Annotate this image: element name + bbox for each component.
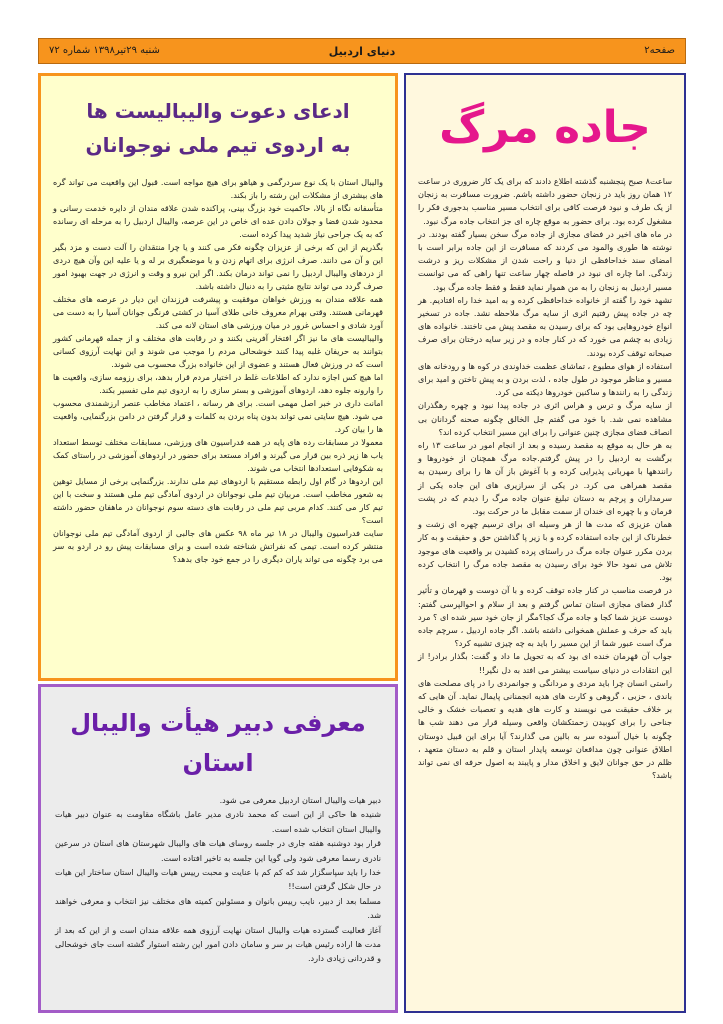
paragraph: قرار بود دوشنبه هفته جاری در جلسه روسای هیات های والیبال شهرستان های استان در سرعین نادری رسما معرفی شود ولی گویا این جلسه به تاخیر افتاده است.	[55, 838, 381, 863]
paragraph: در ماه های اخیر در فضای مجازی از جاده مرگ سخن بسیار گفته بودند. در نوشته ها طوری والمود می کردند که مسافرت از این جاده برابر است با امضای سند خداحافظی از دنیا و راحت شدن از مشکلات ریز و درشت زندگی. اما چاره ای نبود در فاصله چهار ساعت تنها راهی که می توانست مسیر اردبیل به زنجان را به من هموار نماید فقط و فقط جاده مرگ بود.	[418, 228, 672, 292]
paragraph: والیبال استان با یک نوع سردرگمی و هیاهو برای هیچ مواجه است. قبول این واقعیت می تواند گره های بیشتری از مشکلات این رشته را باز بکند.	[53, 177, 383, 200]
paragraph: همان عزیزی که مدت ها از هر وسیله ای برای ترسیم چهره ای زشت و خطرناک از این جاده استفاده کرده و با زیر پا گذاشتن حق و حقیقت و به کار بردن مکرر عنوان جاده مرگ در راستای پرده کشیدن بر واقعیت های موجود تلاش می نمود حالا خود برای رسیدن به مقصد جاده مرگ را انتخاب کرده بود.	[418, 519, 672, 583]
paragraph: معمولا در مسابقات رده های پایه در همه فدراسیون های ورزشی، مسابقات مختلف توسط استعداد یاب ها زیر ذره بین قرار می گیرند و افراد مستعد برای حضور در اردوهای آموزشی در راستای کمک به شکوفایی استعدادها انتخاب می شوند.	[53, 437, 383, 473]
volleyball-headline-line1: ادعای دعوت والیبالیست ها	[86, 99, 350, 123]
issue-date: شنبه ۲۹تیر۱۳۹۸ شماره ۷۲	[49, 45, 160, 56]
paragraph: بگذریم از این که برخی از عزیزان چگونه فکر می کنند و یا چرا منتقدان را آلت دست و مزد بگیر این و آن می دانند. صرف انرژی برای اتهام زدن و یا موضعگیری بر له و یا علیه این وآن هیچ دردی از دردهای والیبال اردبیل را نمی تواند درمان بکند. اگر این نیرو و وقت و انرژی در جهت بهبود امور صرف گردد می تواند نتایج مثبتی را به دنبال داشته باشد.	[53, 242, 383, 291]
secretary-body	[55, 793, 381, 966]
paragraph: به هر حال به موقع به مقصد رسیده و بعد از انجام امور در ساعت ۱۳ راه برگشت به اردبیل را در پیش گرفتم.جاده مرگ همچنان از خودروها و رانندهها با مهربانی پذیرایی کرده و با آغوش باز آن ها را برای رسیدن به مقصد همراهی می کرد. در یکی از سرازیری های این جاده یکی از سرمداران و پرچم به دستان تبلیغ عنوان جاده مرگ را دیدم که در پشت فرمان و با چهره ای خندان از سمت مقابل ما در حرکت بود.	[418, 440, 672, 517]
secretary-article	[38, 684, 398, 1013]
volleyball-headline-line2: به اردوی تیم ملی نوجوانان	[85, 133, 351, 157]
paragraph: شنیده ها حاکی از این است که محمد نادری مدیر عامل باشگاه مقاومت به عنوان دبیر هیات والیبال استان انتخاب شده است.	[55, 809, 381, 834]
publication-title: دنیای اردبیل	[328, 45, 396, 58]
page-header	[38, 38, 686, 64]
volleyball-article	[38, 73, 398, 681]
death-road-article	[404, 73, 686, 1013]
paragraph: اما هیچ کس اجازه ندارد که اطلاعات غلط در اختیار مردم قرار بدهد، برای رزومه سازی، واقعیت ها را وارونه جلوه دهد، اردوهای آموزشی و بستر سازی را به اردوی تیم ملی تفسیر بکند.	[53, 372, 383, 395]
paragraph: تشهد خود را گفته از خانواده خداحافظی کرده و به امید خدا راه افتادیم. هر چه در جاده پیش رفتیم اثری از سایه مرگ ملاحظه نشد. جاده در تسخیر انواع خودروهایی بود که برای رسیدن به مقصد پیش می تاختند. خانواده های زیادی به چشم می خورد که در کنار جاده و در زیر سایه درختان برای صرف صبحانه توقف کرده بودند.	[418, 294, 672, 358]
volleyball-headline	[53, 94, 383, 162]
paragraph: جواب آن قهرمان خنده ای بود که به تحویل ما داد و گفت: بگذار برادر! از این انتقادات در دنیای سیاست بیشتر می افتد به دل نگیر!!	[418, 651, 672, 675]
paragraph: ساعت۸ صبح پنجشنبه گذشته اطلاع دادند که برای یک کار ضروری در ساعت ۱۲ همان روز باید در زنجان حضور داشته باشم. ضرورت مسافرت به زنجان از یک طرف و نبود فرصت کافی برای انتخاب مسیر مناسب بدجوری فکر را مشغول کرده بود. برای حضور به موقع چاره ای جز انتخاب جاده مرگ نبود.	[418, 176, 672, 226]
paragraph: آغاز فعالیت گسترده هیات والیبال استان نهایت آرزوی همه علاقه مندان است و از این که بعد از مدت ها اراده رئیس هیات بر سر و سامان دادن امور این رشته استوار گشته است جای خوشحالی و قدردانی زیادی دارد.	[55, 924, 381, 964]
paragraph: این اردوها در گام اول رابطه مستقیم با اردوهای تیم ملی ندارند. بزرگنمایی برخی از مسایل توهین به شعور مخاطب است. مربیان تیم ملی نوجوانان در اردوی آمادگی تیم ملی هستند و سخت با این تیم کار می کنند. کدام مربی تیم ملی در رقابت های دسته سوم نوجوانان در ماهفان حضور داشته است؟	[53, 476, 383, 525]
paragraph: همه علاقه مندان به ورزش خواهان موفقیت و پیشرفت فرزندان این دیار در عرصه های مختلف قهرمانی هستند. وقتی بهرام معروف خانی طلای آسیا در کشتی فرنگی جوانان آسیا را به دست می آورد شادی و احساس غرور در میان ورزشی های استان لانه می کند.	[53, 294, 383, 330]
paragraph: خدا را باید سپاسگزار شد که کم کم با عنایت و محبت رییس هیات والیبال استان ساختار این هیات در حال شکل گرفتن است!!	[55, 867, 381, 892]
paragraph: مسلما بعد از دبیر، نایب رییس بانوان و مسئولین کمیته های مختلف نیز انتخاب و معرفی خواهند شد.	[55, 895, 381, 921]
death-road-body	[418, 175, 672, 782]
paragraph: سایت فدراسیون والیبال در ۱۸ تیر ماه ۹۸ عکس های جالبی از اردوی آمادگی تیم ملی نوجوانان منتشر کرده است. تیمی که نفراتش شناخته شده است و برای مسابقات پیش رو در اردو به سر می برد چگونه می تواند یاران دیگری را در جمع خود جای بدهد؟	[53, 528, 384, 564]
paragraph: والیبالیست های ما نیز اگر افتخار آفرینی بکنند و در رقابت های مختلف و از جمله قهرمانی کشور بتوانند به حریفان غلبه پیدا کنند خوشحالی مردم را موجب می شوند و این نهایت آرزوی کسانی است که در ورزش فعال هستند و عضوی از این خانواده بزرگ محسوب می شوند.	[53, 333, 383, 369]
paragraph: استفاده از هوای مطبوع ، تماشای عظمت خداوندی در کوه ها و رودخانه های مسیر و مناظر موجود در طول جاده ، لذت بردن و به پیش تاختن و امید برای زندگی را به رانندها و ساکنین خودروها دیکته می کرد.	[418, 360, 672, 398]
paragraph: متأسفانه نگاه از بالا، حاکمیت خود بزرگ بینی، پراکنده شدن علاقه مندان از دایره خدمت رسانی و محدود شدن فضا و جولان دادن عده ای خاص در این عرصه، والیبال اردبیل را به مرحله ای رسانده که به یک جراحی نیاز شدید پیدا کرده است.	[53, 203, 383, 239]
paragraph: در فرصت مناسب در کنار جاده توقف کرده و با آن دوست و قهرمان و تأثیر گذار فضای مجازی استان تماس گرفتم و بعد از سلام و احوالپرسی گفتم: دوست عزیز شما کجا و جاده مرگ کجا؟مگر از جان خود سیر شده ای ؟ مرد باید که حرف و عملش همخوانی داشته باشد. اگر جاده اردبیل ، سرچم جاده مرگ است عبور شما از این مسیر را باید به چه چیزی تشبیه کرد؟	[418, 585, 672, 649]
paragraph: دبیر هیات والیبال استان اردبیل معرفی می شود.	[219, 795, 381, 805]
paragraph: از سایه مرگ و ترس و هراس اثری در جاده پیدا نبود و چهره رهگذران مشاهده نمی شد. با خود می گفتم جل الخالق چگونه صحنه گردانان بی انصاف فضای مجازی چنین عنوانی را برای این مسیر انتخاب کرده اند؟	[418, 400, 672, 437]
paragraph: امانت داری در خبر اصل مهمی است. برای هر رسانه ، اعتماد مخاطب عنصر ارزشمندی محسوب می شود. هیچ سایتی نمی تواند بدون پناه بردن به کلمات و قرار گرفتن در دامن بزرگنمایی، واقعیت ها را بیان کرد.	[53, 398, 383, 434]
paragraph: راستی انسان چرا باید مردی و مردانگی و جوانمردی را در پای مصلحت های باندی ، حزبی ، گروهی و کارت های هدیه انجمنانی پایمال نماید. آن هایی که بر خلاف حقیقت می نویسند و کارت های هدیه و تعصبات خشک و خالی جناحی را برای کوبیدن زحمتکشان واقعی وسیله قرار می دهند شب ها چگونه با خیال آسوده سر به بالین می گذارند؟ آیا برای این قبیل دوستان اطلاق عنوانی چون مدافعان توسعه پایدار استان و قلم به دستان متعهد ، ظلم در حق جوانان لایق و اخلاق مدار و پایبند به اصول حرفه ای نمی تواند باشد؟	[418, 677, 672, 781]
volleyball-body	[53, 176, 383, 566]
secretary-headline: معرفی دبیر هیأت والیبال استان	[70, 709, 366, 777]
death-road-headline: جاده مرگ	[439, 102, 651, 153]
page-number: صفحه۲	[644, 45, 675, 56]
